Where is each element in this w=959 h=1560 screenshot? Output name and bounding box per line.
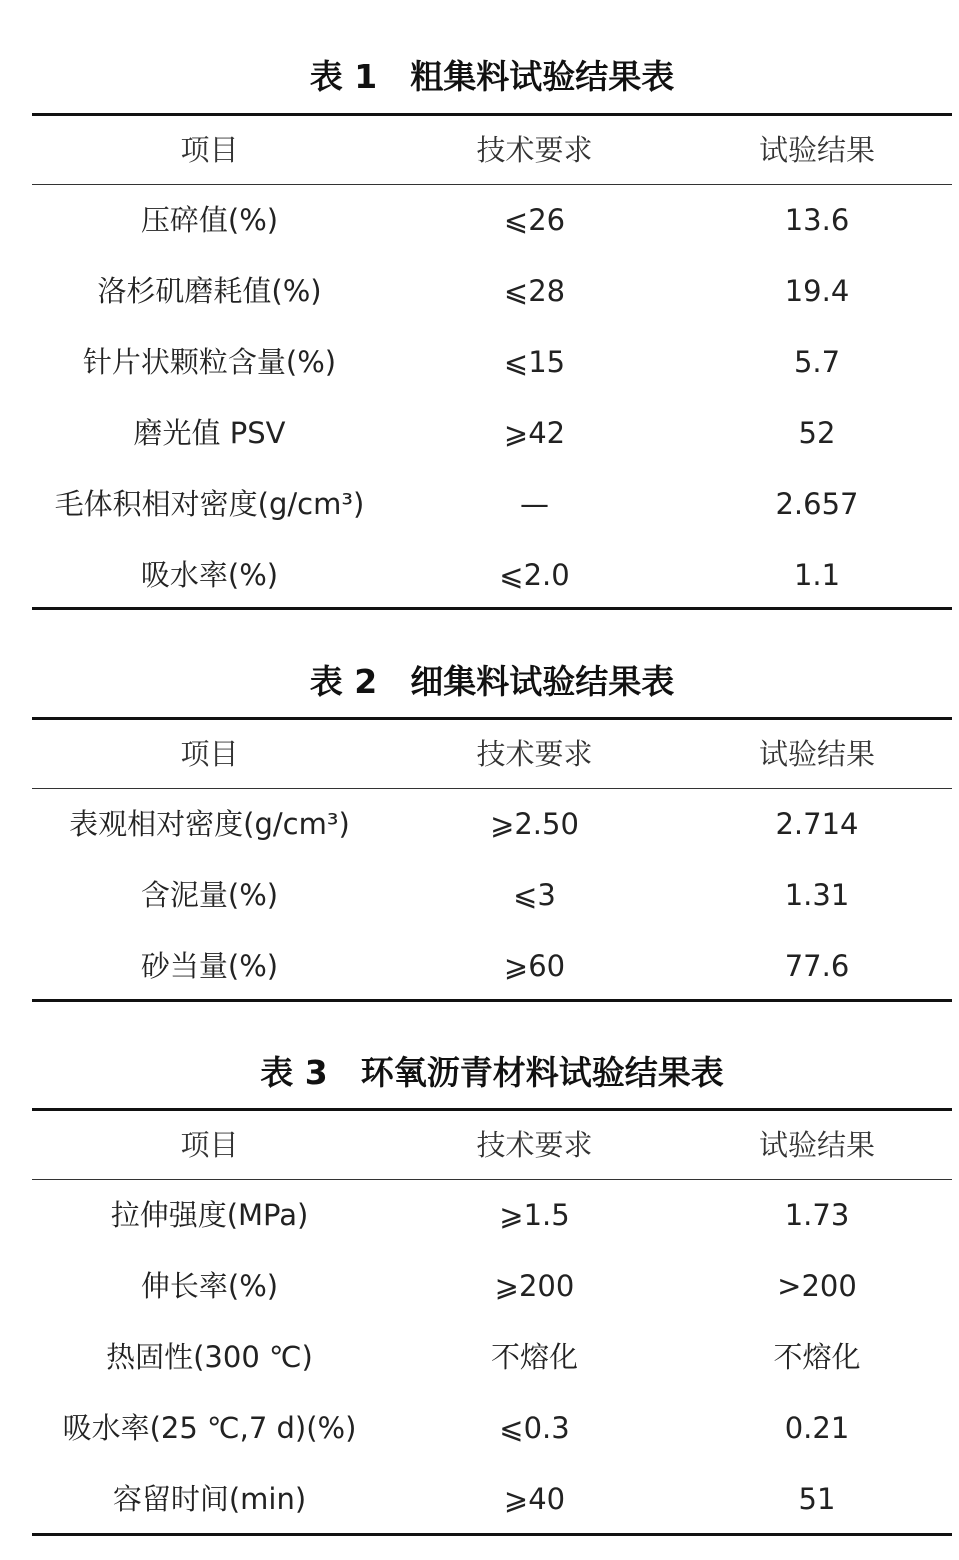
cell-item: 容留时间(min)	[112, 1482, 307, 1516]
header-requirement: 技术要求	[476, 1128, 593, 1162]
header-row	[32, 719, 952, 790]
cell-requirement: —	[520, 487, 549, 521]
cell-requirement: ⩽28	[503, 274, 566, 308]
table-row	[32, 469, 952, 540]
cell-item: 拉伸强度(MPa)	[110, 1198, 309, 1232]
table-row	[32, 540, 952, 611]
header-row	[32, 115, 952, 186]
header-row	[32, 1110, 952, 1181]
header-result: 试验结果	[758, 1128, 875, 1162]
cell-result: 77.6	[784, 949, 850, 983]
cell-item: 吸水率(%)	[140, 558, 279, 592]
cell-requirement: 不熔化	[490, 1340, 578, 1374]
header-requirement: 技术要求	[476, 737, 593, 771]
cell-result: 1.31	[784, 878, 850, 912]
table-row	[32, 256, 952, 327]
table-row	[32, 1322, 952, 1393]
header-result: 试验结果	[758, 737, 875, 771]
cell-result: 19.4	[784, 274, 850, 308]
cell-item: 毛体积相对密度(g/cm³)	[54, 487, 365, 521]
cell-item: 含泥量(%)	[140, 878, 279, 912]
cell-result: 52	[798, 416, 836, 450]
table-row	[32, 860, 952, 931]
table-row	[32, 185, 952, 256]
table-row	[32, 398, 952, 469]
cell-item: 热固性(300 ℃)	[106, 1340, 313, 1374]
bottom-rule	[32, 1533, 952, 1536]
header-item: 项目	[180, 737, 239, 771]
cell-item: 压碎值(%)	[140, 203, 279, 237]
table-row	[32, 1393, 952, 1464]
header-item: 项目	[180, 1128, 239, 1162]
cell-requirement: ⩽26	[503, 203, 566, 237]
cell-result: 5.7	[793, 345, 841, 379]
header-requirement: 技术要求	[476, 133, 593, 167]
cell-result: 2.714	[775, 807, 859, 841]
header-item: 项目	[180, 133, 239, 167]
cell-requirement: ⩽15	[503, 345, 566, 379]
cell-requirement: ⩽2.0	[499, 558, 570, 592]
cell-item: 吸水率(25 ℃,7 d)(%)	[62, 1411, 357, 1445]
cell-result: 1.73	[784, 1198, 850, 1232]
cell-item: 伸长率(%)	[140, 1269, 279, 1303]
table-caption: 表 3 环氧沥青材料试验结果表	[260, 1053, 724, 1092]
cell-requirement: ⩾42	[503, 416, 566, 450]
cell-result: 0.21	[784, 1411, 850, 1445]
cell-item: 磨光值 PSV	[133, 416, 286, 450]
cell-requirement: ⩾60	[503, 949, 566, 983]
cell-result: 1.1	[793, 558, 841, 592]
table-row	[32, 327, 952, 398]
table-caption: 表 2 细集料试验结果表	[309, 662, 675, 701]
cell-item: 表观相对密度(g/cm³)	[69, 807, 350, 841]
cell-item: 砂当量(%)	[140, 949, 279, 983]
table-row	[32, 1180, 952, 1251]
cell-item: 针片状颗粒含量(%)	[82, 345, 337, 379]
cell-requirement: ⩾40	[503, 1482, 566, 1516]
cell-requirement: ⩾1.5	[499, 1198, 570, 1232]
table-row	[32, 1251, 952, 1322]
cell-result: >200	[777, 1269, 857, 1303]
cell-item: 洛杉矶磨耗值(%)	[97, 274, 322, 308]
header-result: 试验结果	[758, 133, 875, 167]
cell-result: 51	[798, 1482, 836, 1516]
table-caption: 表 1 粗集料试验结果表	[309, 57, 675, 96]
bottom-rule	[32, 999, 952, 1002]
cell-result: 13.6	[784, 203, 850, 237]
cell-requirement: ⩾200	[494, 1269, 575, 1303]
table-row	[32, 789, 952, 860]
cell-requirement: ⩽3	[513, 878, 556, 912]
bottom-rule	[32, 607, 952, 610]
table-row	[32, 931, 952, 1002]
cell-result: 不熔化	[773, 1340, 861, 1374]
cell-requirement: ⩽0.3	[499, 1411, 570, 1445]
table-row	[32, 1464, 952, 1535]
cell-requirement: ⩾2.50	[490, 807, 579, 841]
cell-result: 2.657	[775, 487, 859, 521]
